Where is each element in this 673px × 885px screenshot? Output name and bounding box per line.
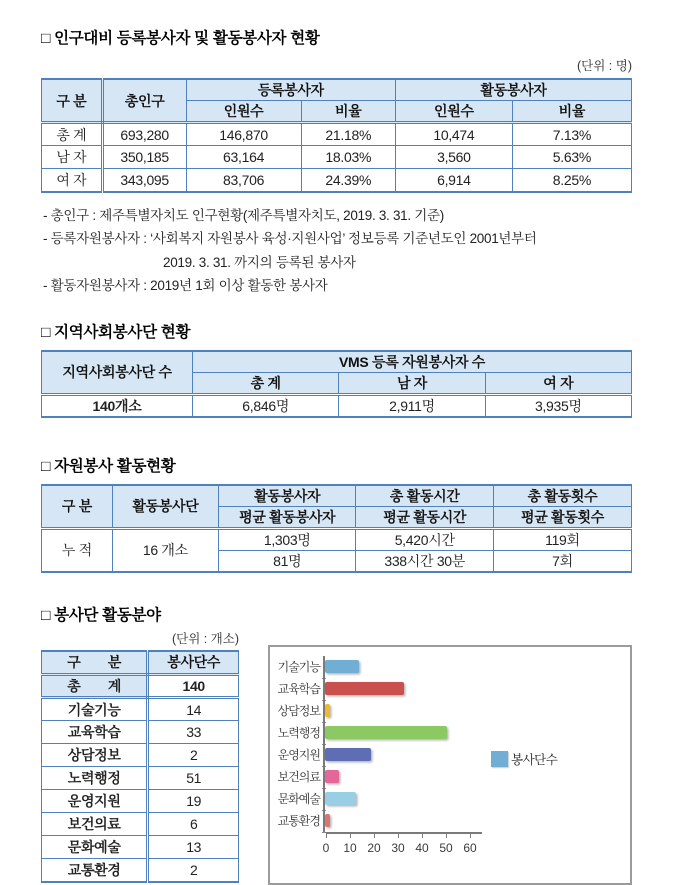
axis-tick [350, 834, 351, 838]
chart-row [270, 744, 493, 766]
field-value: 19 [148, 790, 239, 813]
table-row [42, 721, 239, 744]
community-group-table [41, 350, 632, 418]
chart-category-label: 교통환경 [277, 814, 320, 828]
axis-tick-label: 40 [415, 840, 429, 855]
axis-tick-label: 10 [343, 840, 357, 855]
chart-bar-track [323, 810, 493, 832]
col-header-vol-top: 활동봉사자 [218, 485, 355, 507]
col-header-reg-ratio: 비율 [301, 101, 395, 123]
axis-tick-label: 30 [391, 840, 405, 855]
reg-ratio-value: 24.39% [301, 169, 395, 192]
chart-row [270, 766, 493, 788]
group-count-value: 140개소 [42, 394, 193, 417]
vol-value: 1,303명 [218, 528, 355, 550]
chart-row [270, 722, 493, 744]
chart-axis [322, 832, 482, 858]
section1-unit-label: (단위 : 명) [577, 59, 632, 73]
field-value: 33 [148, 721, 239, 744]
chart-row [270, 700, 493, 722]
act-ratio-value: 8.25% [512, 169, 631, 192]
axis-tick-label: 20 [367, 840, 381, 855]
col-header-active: 활동봉사자 [395, 79, 631, 101]
legend-label: 봉사단수 [511, 752, 558, 767]
chart-bar-track [323, 700, 493, 722]
reg-ratio-value: 21.18% [301, 123, 395, 146]
act-count-value: 10,474 [395, 123, 512, 146]
chart-category-label: 기술기능 [277, 660, 320, 674]
table-row [42, 528, 632, 550]
chart-bar [325, 792, 356, 805]
row-label: 여 자 [42, 169, 103, 192]
table-row [42, 767, 239, 790]
total-value: 6,846명 [193, 394, 339, 417]
chart-bar [325, 704, 330, 717]
col-header-cnt-bottom: 평균 활동횟수 [493, 506, 631, 528]
field-value: 51 [148, 767, 239, 790]
reg-ratio-value: 18.03% [301, 146, 395, 169]
field-label: 교통환경 [42, 859, 148, 882]
chart-bar-track [323, 744, 493, 766]
axis-tick [374, 834, 375, 838]
chart-bar [325, 726, 447, 739]
table-row [42, 790, 239, 813]
act-count-value: 3,560 [395, 146, 512, 169]
cnt-avg-value: 7회 [493, 550, 631, 572]
axis-tick [422, 834, 423, 838]
col-header-population: 총인구 [102, 79, 186, 123]
field-label: 교육학습 [42, 721, 148, 744]
axis-tick-label: 60 [463, 840, 477, 855]
table-row [42, 859, 239, 882]
chart-bar [325, 770, 339, 783]
section1-title: □ 인구대비 등록봉사자 및 활동봉사자 현황 [41, 30, 320, 47]
field-value: 2 [148, 859, 239, 882]
chart-bar [325, 660, 359, 673]
reg-count-value: 146,870 [186, 123, 301, 146]
chart-category-label: 문화예술 [277, 792, 320, 806]
table-row [42, 123, 632, 146]
act-count-value: 6,914 [395, 169, 512, 192]
axis-tick-label: 50 [439, 840, 453, 855]
time-avg-value: 338시간 30분 [356, 550, 493, 572]
table-row-total [42, 675, 239, 698]
row-label: 총 계 [42, 123, 103, 146]
vol-avg-value: 81명 [218, 550, 355, 572]
chart-bar [325, 748, 371, 761]
axis-tick [326, 834, 327, 838]
chart-bar [325, 814, 330, 827]
reg-count-value: 83,706 [186, 169, 301, 192]
chart-rows [270, 656, 493, 832]
chart-category-label: 보건의료 [277, 770, 320, 784]
activity-status-table [41, 484, 632, 573]
col-header-group: 구 분 [42, 485, 113, 529]
footnote-line: - 총인구 : 제주특별자치도 인구현황(제주특별자치도, 2019. 3. 31. 기준) [43, 207, 444, 223]
time-value: 5,420시간 [356, 528, 493, 550]
chart-category-label: 노력행정 [277, 726, 320, 740]
total-label: 총 계 [42, 675, 148, 698]
field-label: 문화예술 [42, 836, 148, 859]
axis-tick [446, 834, 447, 838]
table-row [42, 836, 239, 859]
population-value: 343,095 [102, 169, 186, 192]
field-label: 기술기능 [42, 698, 148, 721]
col-header-time-bottom: 평균 활동시간 [356, 506, 493, 528]
chart-category-label: 운영지원 [277, 748, 320, 762]
act-ratio-value: 5.63% [512, 146, 631, 169]
population-volunteer-table [41, 78, 632, 193]
footnote-line: - 등록자원봉사자 : ‘사회복지 자원봉사 육성·지원사업’ 정보등록 기준년도인 2001년부터 [43, 231, 537, 246]
field-label: 노력행정 [42, 767, 148, 790]
col-header-total: 총 계 [193, 372, 339, 394]
field-value: 2 [148, 744, 239, 767]
col-header-female: 여 자 [485, 372, 631, 394]
axis-tick [398, 834, 399, 838]
col-header-act-count: 인원수 [395, 101, 512, 123]
chart-category-label: 상담정보 [277, 704, 320, 718]
chart-bar-track [323, 722, 493, 744]
volunteer-field-bar-chart [268, 645, 632, 885]
chart-row [270, 656, 493, 678]
chart-bar-track [323, 788, 493, 810]
col-header-count: 봉사단수 [148, 651, 239, 675]
chart-legend [491, 750, 557, 768]
act-ratio-value: 7.13% [512, 123, 631, 146]
col-header-time-top: 총 활동시간 [356, 485, 493, 507]
col-header-vol-bottom: 평균 활동봉사자 [218, 506, 355, 528]
col-header-group-count: 지역사회봉사단 수 [42, 351, 193, 395]
table-row [42, 744, 239, 767]
chart-bar-track [323, 656, 493, 678]
chart-bar-track [323, 766, 493, 788]
chart-bar [325, 682, 404, 695]
section4-table-column [41, 629, 239, 883]
section4-unit-label: (단위 : 개소) [171, 631, 239, 646]
field-label: 운영지원 [42, 790, 148, 813]
population-value: 350,185 [102, 146, 186, 169]
reg-count-value: 63,164 [186, 146, 301, 169]
col-header-group: 구 분 [42, 79, 103, 123]
field-label: 상담정보 [42, 744, 148, 767]
col-header-act-ratio: 비율 [512, 101, 631, 123]
field-value: 14 [148, 698, 239, 721]
female-value: 3,935명 [485, 394, 631, 417]
table-row [42, 698, 239, 721]
table-row [42, 813, 239, 836]
footnote-line-continuation: 2019. 3. 31. 까지의 등록된 봉사자 [163, 254, 356, 270]
legend-swatch [491, 751, 508, 767]
axis-tick-label: 0 [322, 840, 330, 855]
col-header-reg-count: 인원수 [186, 101, 301, 123]
table-row [42, 169, 632, 192]
axis-tick [470, 834, 471, 838]
row-label: 남 자 [42, 146, 103, 169]
footnotes [43, 204, 632, 298]
chart-bar-track [323, 678, 493, 700]
male-value: 2,911명 [339, 394, 485, 417]
col-header-group: 구 분 [42, 651, 148, 675]
total-value: 140 [148, 675, 239, 698]
chart-row [270, 678, 493, 700]
section4-title: □ 봉사단 활동분야 [41, 606, 161, 624]
section3-title: □ 자원봉사 활동현황 [41, 457, 176, 475]
section2-title: □ 지역사회봉사단 현황 [41, 323, 191, 341]
col-header-registered: 등록봉사자 [186, 79, 395, 101]
footnote-line: - 활동자원봉사자 : 2019년 1회 이상 활동한 봉사자 [43, 278, 328, 293]
col-header-vms: VMS 등록 자원봉사자 수 [193, 351, 632, 373]
col-header-male: 남 자 [339, 372, 485, 394]
population-value: 693,280 [102, 123, 186, 146]
row-label: 누 적 [42, 528, 113, 572]
table-row [42, 394, 632, 417]
table-row [42, 146, 632, 169]
col-header-cnt-top: 총 활동횟수 [493, 485, 631, 507]
field-value: 13 [148, 836, 239, 859]
chart-row [270, 788, 493, 810]
teams-value: 16 개소 [112, 528, 218, 572]
field-label: 보건의료 [42, 813, 148, 836]
field-value: 6 [148, 813, 239, 836]
section4-content [41, 629, 632, 885]
activity-field-table [41, 650, 239, 883]
chart-category-label: 교육학습 [277, 682, 320, 696]
cnt-value: 119회 [493, 528, 631, 550]
col-header-teams: 활동봉사단 [112, 485, 218, 529]
chart-row [270, 810, 493, 832]
